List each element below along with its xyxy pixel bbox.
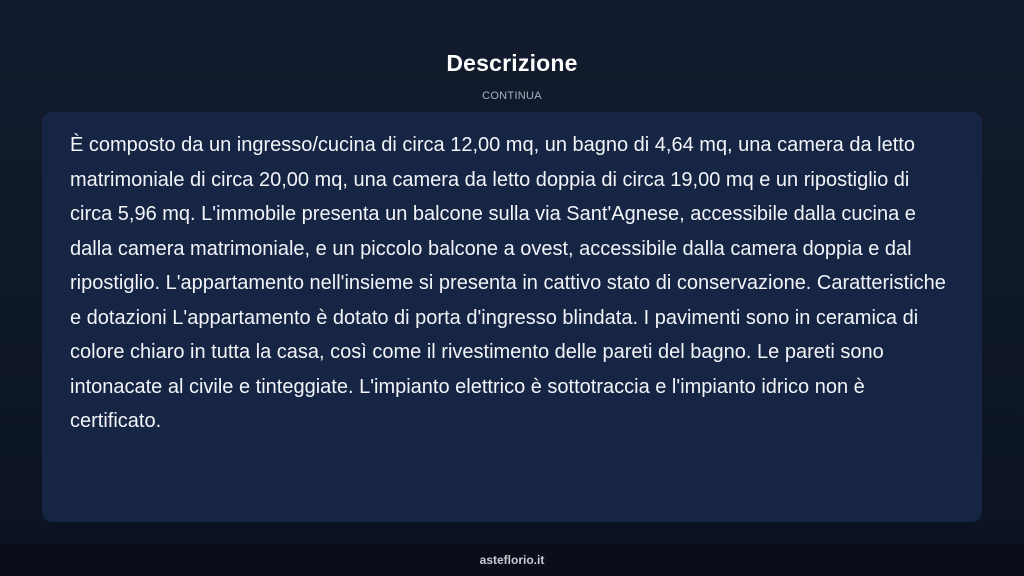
site-name: asteflorio.it	[479, 553, 545, 567]
footer-bar	[0, 544, 1024, 576]
description-card	[42, 112, 982, 522]
description-text: È composto da un ingresso/cucina di circa 12,00 mq, un bagno di 4,64 mq, una camera da letto matrimoniale di circa 20,00 mq, una camera da letto doppia di circa 19,00 mq e un ripostiglio di circa 5,96 mq. L'immobile presenta un balcone sulla via Sant'Agnese, accessibile dalla cucina e dalla camera matrimoniale, e un piccolo balcone a ovest, accessibile dalla camera doppia e dal ripostiglio. L'appartamento nell'insieme si presenta in cattivo stato di conservazione. Caratteristiche e dotazioni L'appartamento è dotato di porta d'ingresso blindata. I pavimenti sono in ceramica di colore chiaro in tutta la casa, così come il rivestimento delle pareti del bagno. Le pareti sono intonacate al civile e tinteggiate. L'impianto elettrico è sottotraccia e l'impianto idrico non è certificato.	[70, 134, 946, 432]
continue-label: CONTINUA	[482, 90, 542, 102]
page-title: Descrizione	[446, 50, 578, 76]
